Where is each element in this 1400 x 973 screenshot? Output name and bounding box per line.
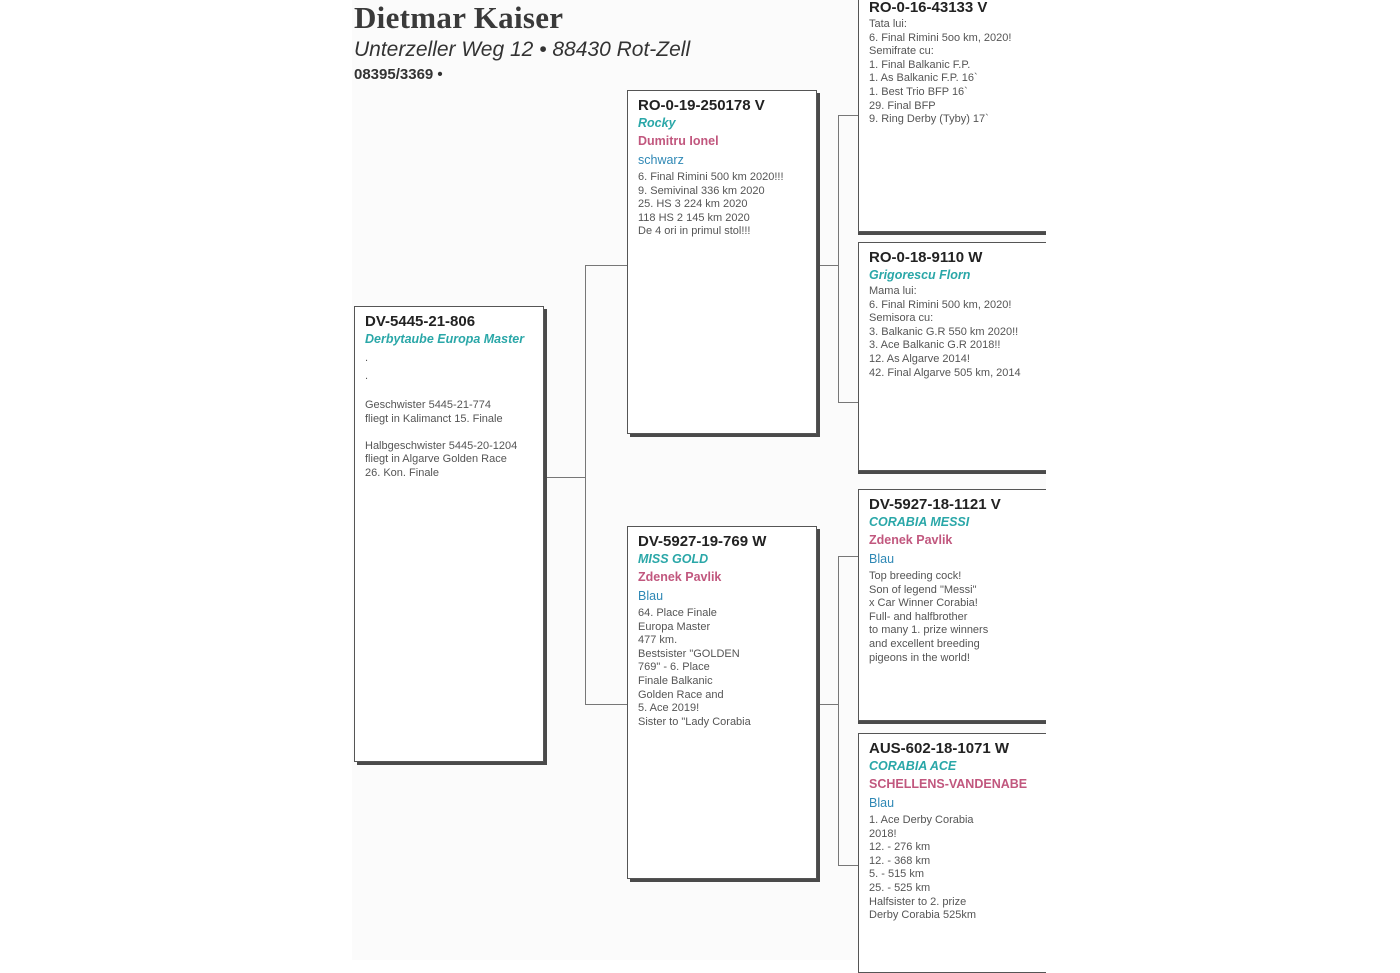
maternal-grandfather-card [858,489,1046,721]
father-card [627,90,817,434]
subject-notes: Geschwister 5445-21-774 fliegt in Kalimanct 15. Finale Halbgeschwister 5445-20-1204 fliegt in Algarve Golden Race 26. Kon. Finale [365,399,518,479]
maternal-grandmother-notes: 1. Ace Derby Corabia 2018! 12. - 276 km 12. - 368 km 5. - 515 km 25. - 525 km Halfsister to 2. prize Derby Corabia 525km [869,814,976,922]
connector-line [838,402,858,403]
father-notes: 6. Final Rimini 500 km 2020!!! 9. Semivinal 336 km 2020 25. HS 3 224 km 2020 118 HS 2 145 km 2020 De 4 ori in primul stol!!! [638,171,784,238]
paternal-grandmother-notes: Mama lui: 6. Final Rimini 500 km, 2020! Semisora cu: 3. Balkanic G.R 550 km 2020!! 3. Ace Balkanic G.R 2018!! 12. As Algarve 2014! 42. Final Algarve 505 km, 2014 [869,285,1021,379]
connector-line [838,865,858,866]
subject-card [354,306,544,762]
maternal-grandmother-name: CORABIA ACE [869,759,957,773]
paternal-grandmother-card [858,242,1046,471]
connector-line [838,115,858,116]
connector-line [838,556,839,866]
paternal-grandfather-card [858,0,1046,232]
connector-line [585,265,586,705]
connector-line [585,704,627,705]
mother-breeder: Zdenek Pavlik [638,570,722,584]
connector-line [585,265,627,266]
maternal-grandmother-breeder: SCHELLENS-VANDENABE [869,777,1028,791]
maternal-grandmother-color: Blau [869,796,895,810]
paternal-grandfather-notes: Tata lui: 6. Final Rimini 5oo km, 2020! Semifrate cu: 1. Final Balkanic F.P. 1. As Balkanic F.P. 16` 1. Best Trio BFP 16` 29. Final BFP 9. Ring Derby (Tyby) 17` [869,18,1012,126]
mother-ring: DV-5927-19-769 W [638,533,767,550]
father-ring: RO-0-19-250178 V [638,97,765,114]
maternal-grandfather-notes: Top breeding cock! Son of legend "Messi" x Car Winner Corabia! Full- and halfbrother to many 1. prize winners and excellent breeding pigeons in the world! [869,570,989,664]
owner-name: Dietmar Kaiser [354,0,564,35]
subject-ring: DV-5445-21-806 [365,313,476,330]
owner-address: Unterzeller Weg 12 • 88430 Rot-Zell [354,38,691,61]
subject-name: Derbytaube Europa Master [365,332,525,346]
owner-phone: 08395/3369 • [354,66,443,83]
mother-color: Blau [638,589,664,603]
maternal-grandmother-card [858,733,1046,973]
maternal-grandfather-breeder: Zdenek Pavlik [869,533,953,547]
connector-line [546,477,586,478]
paternal-grandmother-ring: RO-0-18-9110 W [869,249,983,266]
maternal-grandmother-ring: AUS-602-18-1071 W [869,740,1010,757]
father-color: schwarz [638,153,684,167]
mother-name: MISS GOLD [638,552,709,566]
paternal-grandmother-name: Grigorescu Florn [869,268,971,282]
father-breeder: Dumitru Ionel [638,134,719,148]
maternal-grandfather-ring: DV-5927-18-1121 V [869,496,1001,513]
paternal-grandfather-ring: RO-0-16-43133 V [869,0,988,16]
connector-line [818,704,838,705]
mother-notes: 64. Place Finale Europa Master 477 km. Bestsister "GOLDEN 769" - 6. Place Finale Balkanic Golden Race and 5. Ace 2019! Sister to "Lady Corabia [638,607,751,728]
father-name: Rocky [638,116,676,130]
connector-line [818,265,838,266]
connector-line [838,115,839,403]
subject-dots: . . [365,352,369,382]
connector-line [838,556,858,557]
maternal-grandfather-name: CORABIA MESSI [869,515,970,529]
mother-card [627,526,817,879]
maternal-grandfather-color: Blau [869,552,895,566]
